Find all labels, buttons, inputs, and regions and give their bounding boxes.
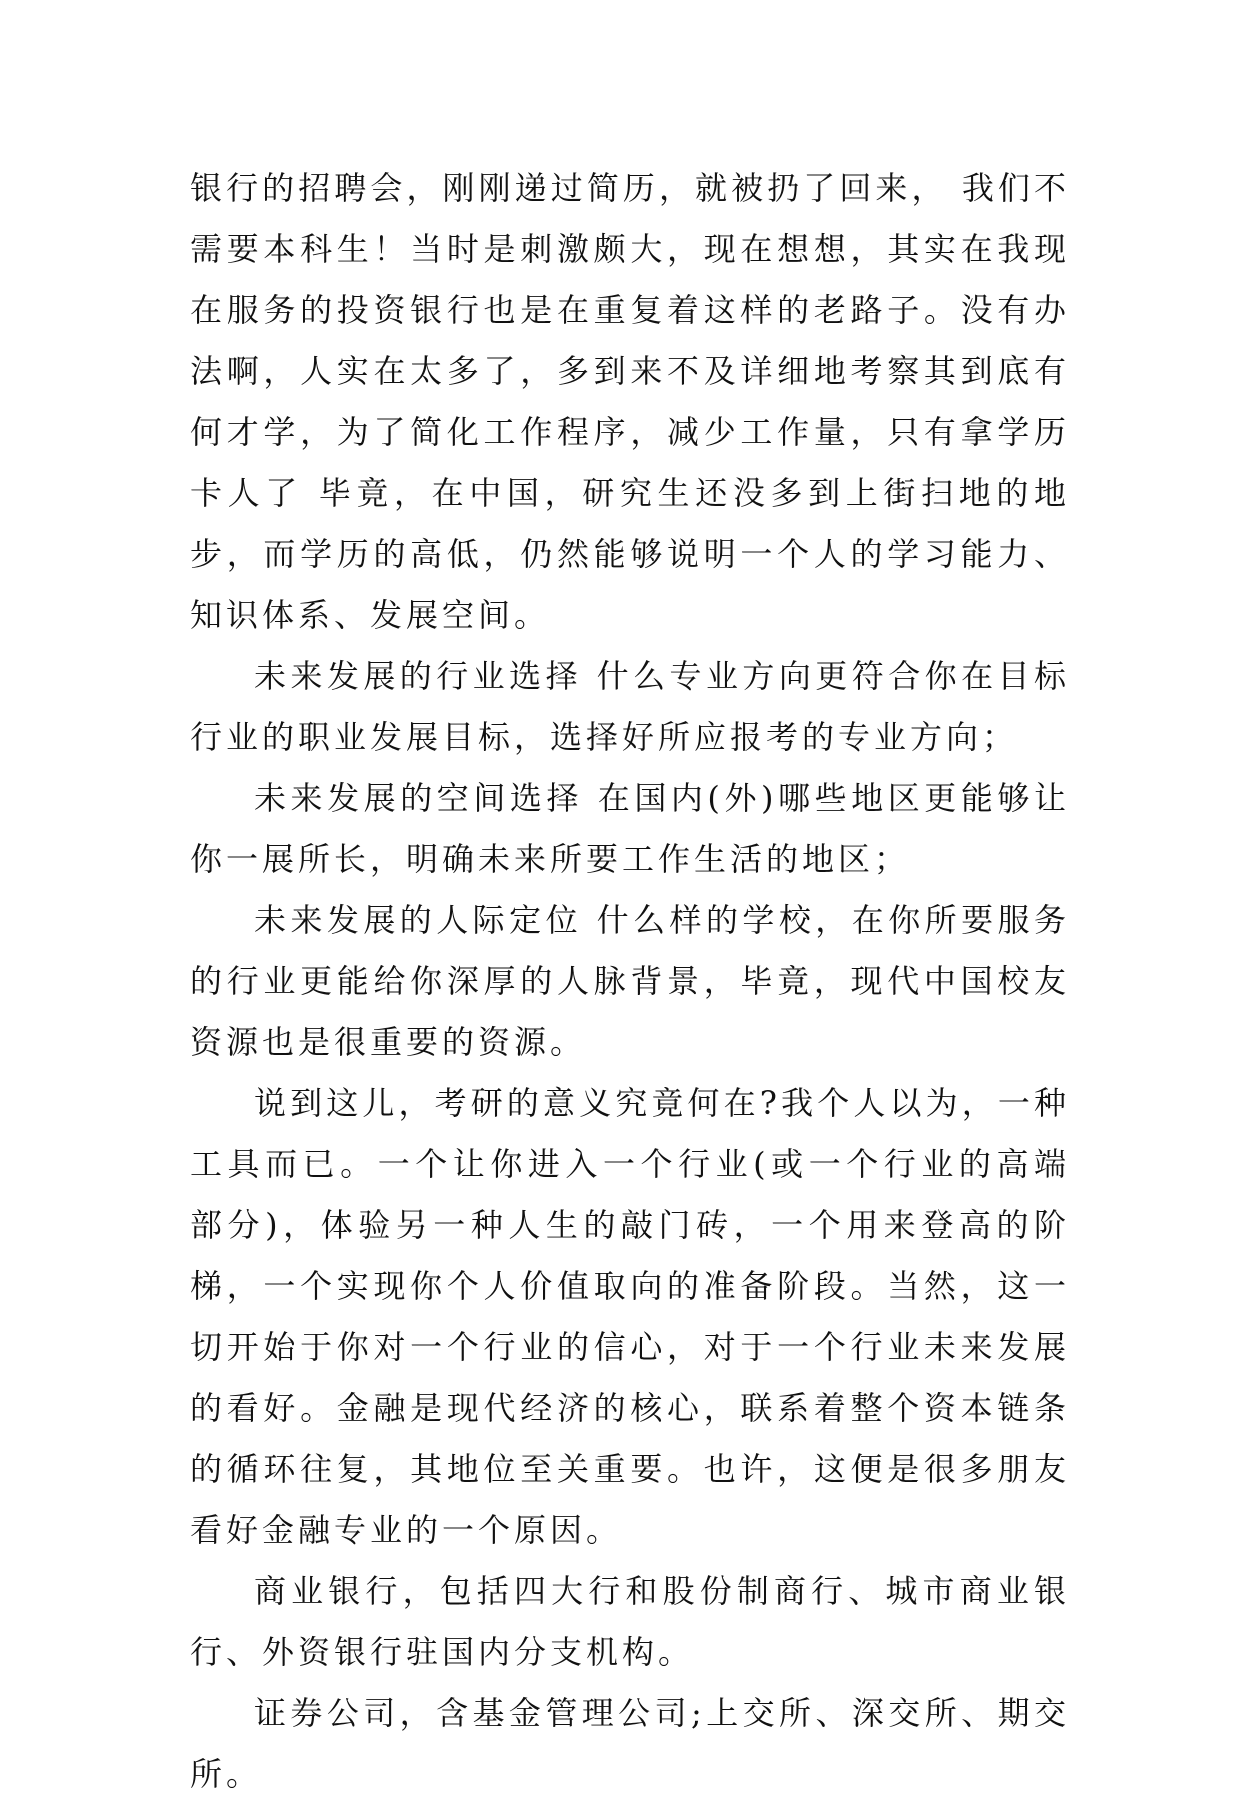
paragraph-7: 证券公司，含基金管理公司;上交所、深交所、期交所。 <box>190 1694 1070 1793</box>
paragraph-4: 未来发展的人际定位 什么样的学校，在你所要服务的行业更能给你深厚的人脉背景，毕竟，现代中国校友资源也是很重要的资源。 <box>190 901 1070 1061</box>
paragraph-6: 商业银行，包括四大行和股份制商行、城市商业银行、外资银行驻国内分支机构。 <box>190 1572 1070 1671</box>
paragraph-1: 银行的招聘会，刚刚递过简历，就被扔了回来， 我们不需要本科生！当时是刺激颇大，现在想想，其实在我现在服务的投资银行也是在重复着这样的老路子。没有办法啊，人实在太多了，多到来不及详细地考察其到底有何才学，为了简化工作程序，减少工作量，只有拿学历卡人了 毕竟，在中国，研究生还没多到上街扫地的地步，而学历的高低，仍然能够说明一个人的学习能力、知识体系、发展空间。 <box>190 169 1070 634</box>
paragraph-3: 未来发展的空间选择 在国内(外)哪些地区更能够让你一展所长，明确未来所要工作生活的地区； <box>190 779 1070 878</box>
paragraph-5: 说到这儿，考研的意义究竟何在?我个人以为，一种工具而已。一个让你进入一个行业(或一个行业的高端部分)，体验另一种人生的敲门砖，一个用来登高的阶梯，一个实现你个人价值取向的准备阶段。当然，这一切开始于你对一个行业的信心，对于一个行业未来发展的看好。金融是现代经济的核心，联系着整个资本链条的循环往复，其地位至关重要。也许，这便是很多朋友看好金融专业的一个原因。 <box>190 1084 1070 1549</box>
body-text <box>190 158 1070 1805</box>
paragraph-2: 未来发展的行业选择 什么专业方向更符合你在目标行业的职业发展目标，选择好所应报考的专业方向； <box>190 657 1070 756</box>
